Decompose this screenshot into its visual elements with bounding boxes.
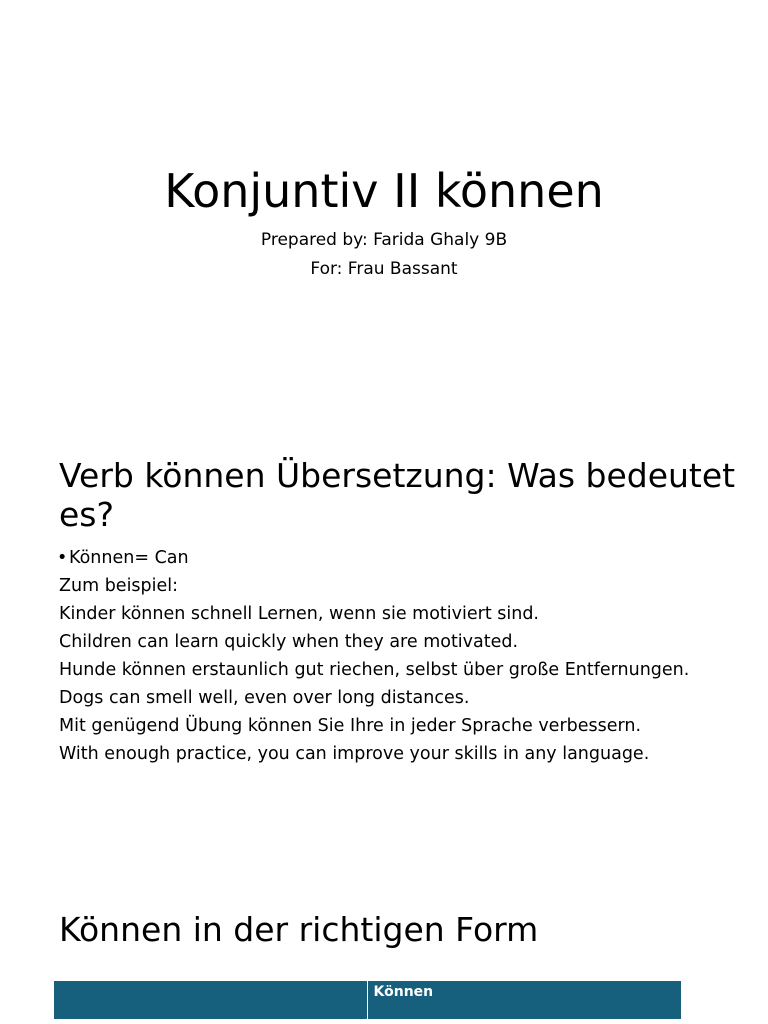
- translation-list: [59, 548, 739, 772]
- list-item: Zum beispiel:: [59, 576, 179, 596]
- prepared-for-text: For: Frau Bassant: [310, 259, 458, 279]
- list-item: • Können= Can: [59, 548, 739, 569]
- list-item: Mit genügend Übung können Sie Ihre in jeder Sprache verbessern.: [59, 716, 642, 736]
- list-item: Dogs can smell well, even over long distances.: [59, 688, 470, 708]
- list-item: Children can learn quickly when they are motivated.: [59, 632, 519, 652]
- table-header-cell-empty: [54, 981, 367, 1020]
- forms-heading: Können in der richtigen Form: [59, 910, 539, 949]
- prepared-by-text: Prepared by: Farida Ghaly 9B: [260, 230, 508, 250]
- translation-heading: Verb können Übersetzung: Was bedeutet es?: [59, 456, 736, 534]
- list-item: With enough practice, you can improve your skills in any language.: [59, 744, 650, 764]
- table-header-row: [54, 981, 681, 1020]
- list-item: Hunde können erstaunlich gut riechen, selbst über große Entfernungen.: [59, 660, 690, 680]
- conjugation-table: [54, 981, 681, 1021]
- table-header-cell-koennen: Können: [367, 981, 681, 1020]
- main-title: Konjuntiv II können: [164, 164, 604, 218]
- list-item: Kinder können schnell Lernen, wenn sie motiviert sind.: [59, 604, 539, 624]
